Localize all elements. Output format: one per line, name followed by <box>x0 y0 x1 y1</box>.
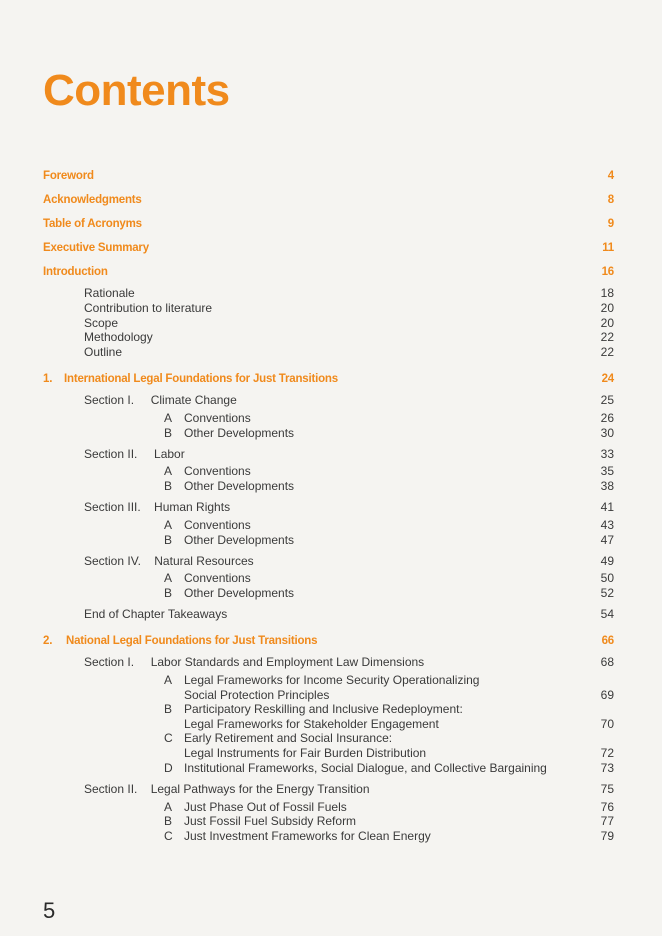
toc-entry-page: 8 <box>607 194 614 206</box>
toc-entry-label: Acknowledgments <box>43 194 142 206</box>
toc-entry-page: 25 <box>600 393 614 407</box>
toc-ch1-section-4[interactable] <box>0 553 662 569</box>
toc-entry-label: Contribution to literature <box>84 301 213 315</box>
item-letter: A <box>164 411 173 425</box>
toc-ch1-s1-b[interactable] <box>0 425 662 441</box>
toc-ch1-s1-a[interactable] <box>0 410 662 426</box>
toc-ch2-s1-d[interactable] <box>0 760 662 776</box>
toc-chapter-2[interactable] <box>0 633 662 649</box>
toc-entry-page: 38 <box>600 479 614 493</box>
toc-entry-page: 69 <box>600 688 614 702</box>
item-letter: A <box>164 800 173 814</box>
toc-entry-page: 20 <box>600 316 614 330</box>
toc-entry-label: Other Developments <box>184 586 295 600</box>
item-letter: A <box>164 571 173 585</box>
toc-entry-label: Section I. Climate Change <box>84 393 237 407</box>
toc-entry-label: Early Retirement and Social Insurance: <box>184 731 393 745</box>
toc-ch1-s2-a[interactable] <box>0 463 662 479</box>
toc-entry-page: 11 <box>602 242 614 254</box>
toc-entry-label: Section II. Labor <box>84 447 185 461</box>
toc-entry-page: 43 <box>600 518 614 532</box>
toc-entry-label: Introduction <box>43 266 108 278</box>
toc-entry-page: 77 <box>600 814 614 828</box>
toc-entry-label: End of Chapter Takeaways <box>84 607 228 621</box>
toc-ch1-section-2[interactable] <box>0 446 662 462</box>
toc-entry-label: Conventions <box>184 411 251 425</box>
toc-ch1-section-1[interactable] <box>0 392 662 408</box>
item-letter: A <box>164 673 173 687</box>
toc-methodology[interactable] <box>0 329 662 345</box>
toc-entry-label: Rationale <box>84 286 135 300</box>
toc-entry-label: Conventions <box>184 571 251 585</box>
toc-ch2-s1-c-line1[interactable] <box>0 730 662 746</box>
toc-entry-page: 24 <box>601 373 614 385</box>
toc-entry-page: 22 <box>600 330 614 344</box>
item-letter: B <box>164 479 173 493</box>
item-letter: A <box>164 464 173 478</box>
toc-entry-page: 49 <box>600 554 614 568</box>
item-letter: B <box>164 702 173 716</box>
toc-entry-page: 30 <box>600 426 614 440</box>
toc-entry-label: Executive Summary <box>43 242 149 254</box>
toc-entry-label: Institutional Frameworks, Social Dialogue, and Collective Bargaining <box>184 761 547 775</box>
toc-entry-page: 72 <box>600 746 614 760</box>
toc-entry-page: 68 <box>600 655 614 669</box>
toc-entry-label: Just Phase Out of Fossil Fuels <box>184 800 347 814</box>
toc-entry-page: 20 <box>600 301 614 315</box>
toc-ch2-section-2[interactable] <box>0 781 662 797</box>
toc-foreword[interactable] <box>0 168 662 184</box>
toc-ch1-takeaways[interactable] <box>0 606 662 622</box>
toc-entry-page: 79 <box>600 829 614 843</box>
toc-entry-page: 9 <box>607 218 614 230</box>
toc-entry-label: Social Protection Principles <box>184 688 330 702</box>
toc-entry-label: Legal Instruments for Fair Burden Distribution <box>184 746 427 760</box>
toc-entry-page: 26 <box>600 411 614 425</box>
toc-entry-label: Foreword <box>43 170 94 182</box>
toc-entry-label: Section II. Legal Pathways for the Energy Transition <box>84 782 370 796</box>
toc-entry-page: 76 <box>600 800 614 814</box>
toc-entry-label: Scope <box>84 316 119 330</box>
toc-ch1-s2-b[interactable] <box>0 478 662 494</box>
item-letter: D <box>164 761 173 775</box>
item-letter: B <box>164 586 173 600</box>
toc-entry-label: Legal Frameworks for Income Security Operationalizing <box>184 673 480 687</box>
toc-ch2-s2-b[interactable] <box>0 813 662 829</box>
chapter-number: 2. <box>43 635 53 647</box>
toc-ch1-section-3[interactable] <box>0 499 662 515</box>
toc-entry-page: 50 <box>600 571 614 585</box>
toc-entry-label: Conventions <box>184 464 251 478</box>
item-letter: B <box>164 814 173 828</box>
toc-ch2-s1-a-line1[interactable] <box>0 672 662 688</box>
toc-entry-page: 54 <box>600 607 614 621</box>
toc-acronyms[interactable] <box>0 216 662 232</box>
toc-ch1-s3-a[interactable] <box>0 517 662 533</box>
toc-entry-label: Conventions <box>184 518 251 532</box>
toc-ch2-s2-c[interactable] <box>0 828 662 844</box>
toc-entry-label: International Legal Foundations for Just Transitions <box>64 373 338 385</box>
item-letter: C <box>164 731 173 745</box>
toc-entry-label: Methodology <box>84 330 153 344</box>
toc-entry-label: Other Developments <box>184 533 295 547</box>
toc-entry-label: Just Fossil Fuel Subsidy Reform <box>184 814 357 828</box>
toc-ch2-s1-b-line1[interactable] <box>0 701 662 717</box>
toc-entry-page: 66 <box>601 635 614 647</box>
toc-ch1-s4-a[interactable] <box>0 570 662 586</box>
toc-entry-page: 41 <box>600 500 614 514</box>
toc-outline[interactable] <box>0 344 662 360</box>
toc-entry-page: 35 <box>600 464 614 478</box>
item-letter: B <box>164 533 173 547</box>
toc-entry-page: 75 <box>600 782 614 796</box>
toc-entry-page: 52 <box>600 586 614 600</box>
toc-entry-label: Legal Frameworks for Stakeholder Engagement <box>184 717 439 731</box>
toc-entry-label: National Legal Foundations for Just Transitions <box>66 635 318 647</box>
toc-entry-page: 18 <box>600 286 614 300</box>
toc-entry-page: 22 <box>600 345 614 359</box>
toc-entry-label: Section I. Labor Standards and Employment Law Dimensions <box>84 655 425 669</box>
toc-entry-page: 47 <box>600 533 614 547</box>
item-letter: C <box>164 829 173 843</box>
toc-entry-page: 4 <box>607 170 614 182</box>
toc-ch2-section-1[interactable] <box>0 654 662 670</box>
toc-executive-summary[interactable] <box>0 240 662 256</box>
chapter-number: 1. <box>43 373 53 385</box>
toc-entry-page: 33 <box>600 447 614 461</box>
toc-ch2-s1-c-line2[interactable] <box>0 745 662 761</box>
toc-ch1-s4-b[interactable] <box>0 585 662 601</box>
toc-entry-label: Outline <box>84 345 123 359</box>
page-title: Contents <box>43 66 230 115</box>
toc-rationale[interactable] <box>0 285 662 301</box>
toc-ch1-s3-b[interactable] <box>0 532 662 548</box>
item-letter: A <box>164 518 173 532</box>
item-letter: B <box>164 426 173 440</box>
toc-entry-label: Other Developments <box>184 426 295 440</box>
toc-entry-label: Section III. Human Rights <box>84 500 231 514</box>
toc-chapter-1[interactable] <box>0 371 662 387</box>
toc-entry-page: 70 <box>600 717 614 731</box>
toc-entry-page: 73 <box>600 761 614 775</box>
toc-entry-label: Participatory Reskilling and Inclusive Redeployment: <box>184 702 463 716</box>
toc-entry-label: Section IV. Natural Resources <box>84 554 254 568</box>
toc-introduction[interactable] <box>0 264 662 280</box>
toc-entry-label: Just Investment Frameworks for Clean Energy <box>184 829 431 843</box>
toc-entry-label: Table of Acronyms <box>43 218 142 230</box>
toc-contribution[interactable] <box>0 300 662 316</box>
page-number: 5 <box>43 898 56 923</box>
toc-entry-label: Other Developments <box>184 479 295 493</box>
toc-acknowledgments[interactable] <box>0 192 662 208</box>
toc-entry-page: 16 <box>601 266 614 278</box>
